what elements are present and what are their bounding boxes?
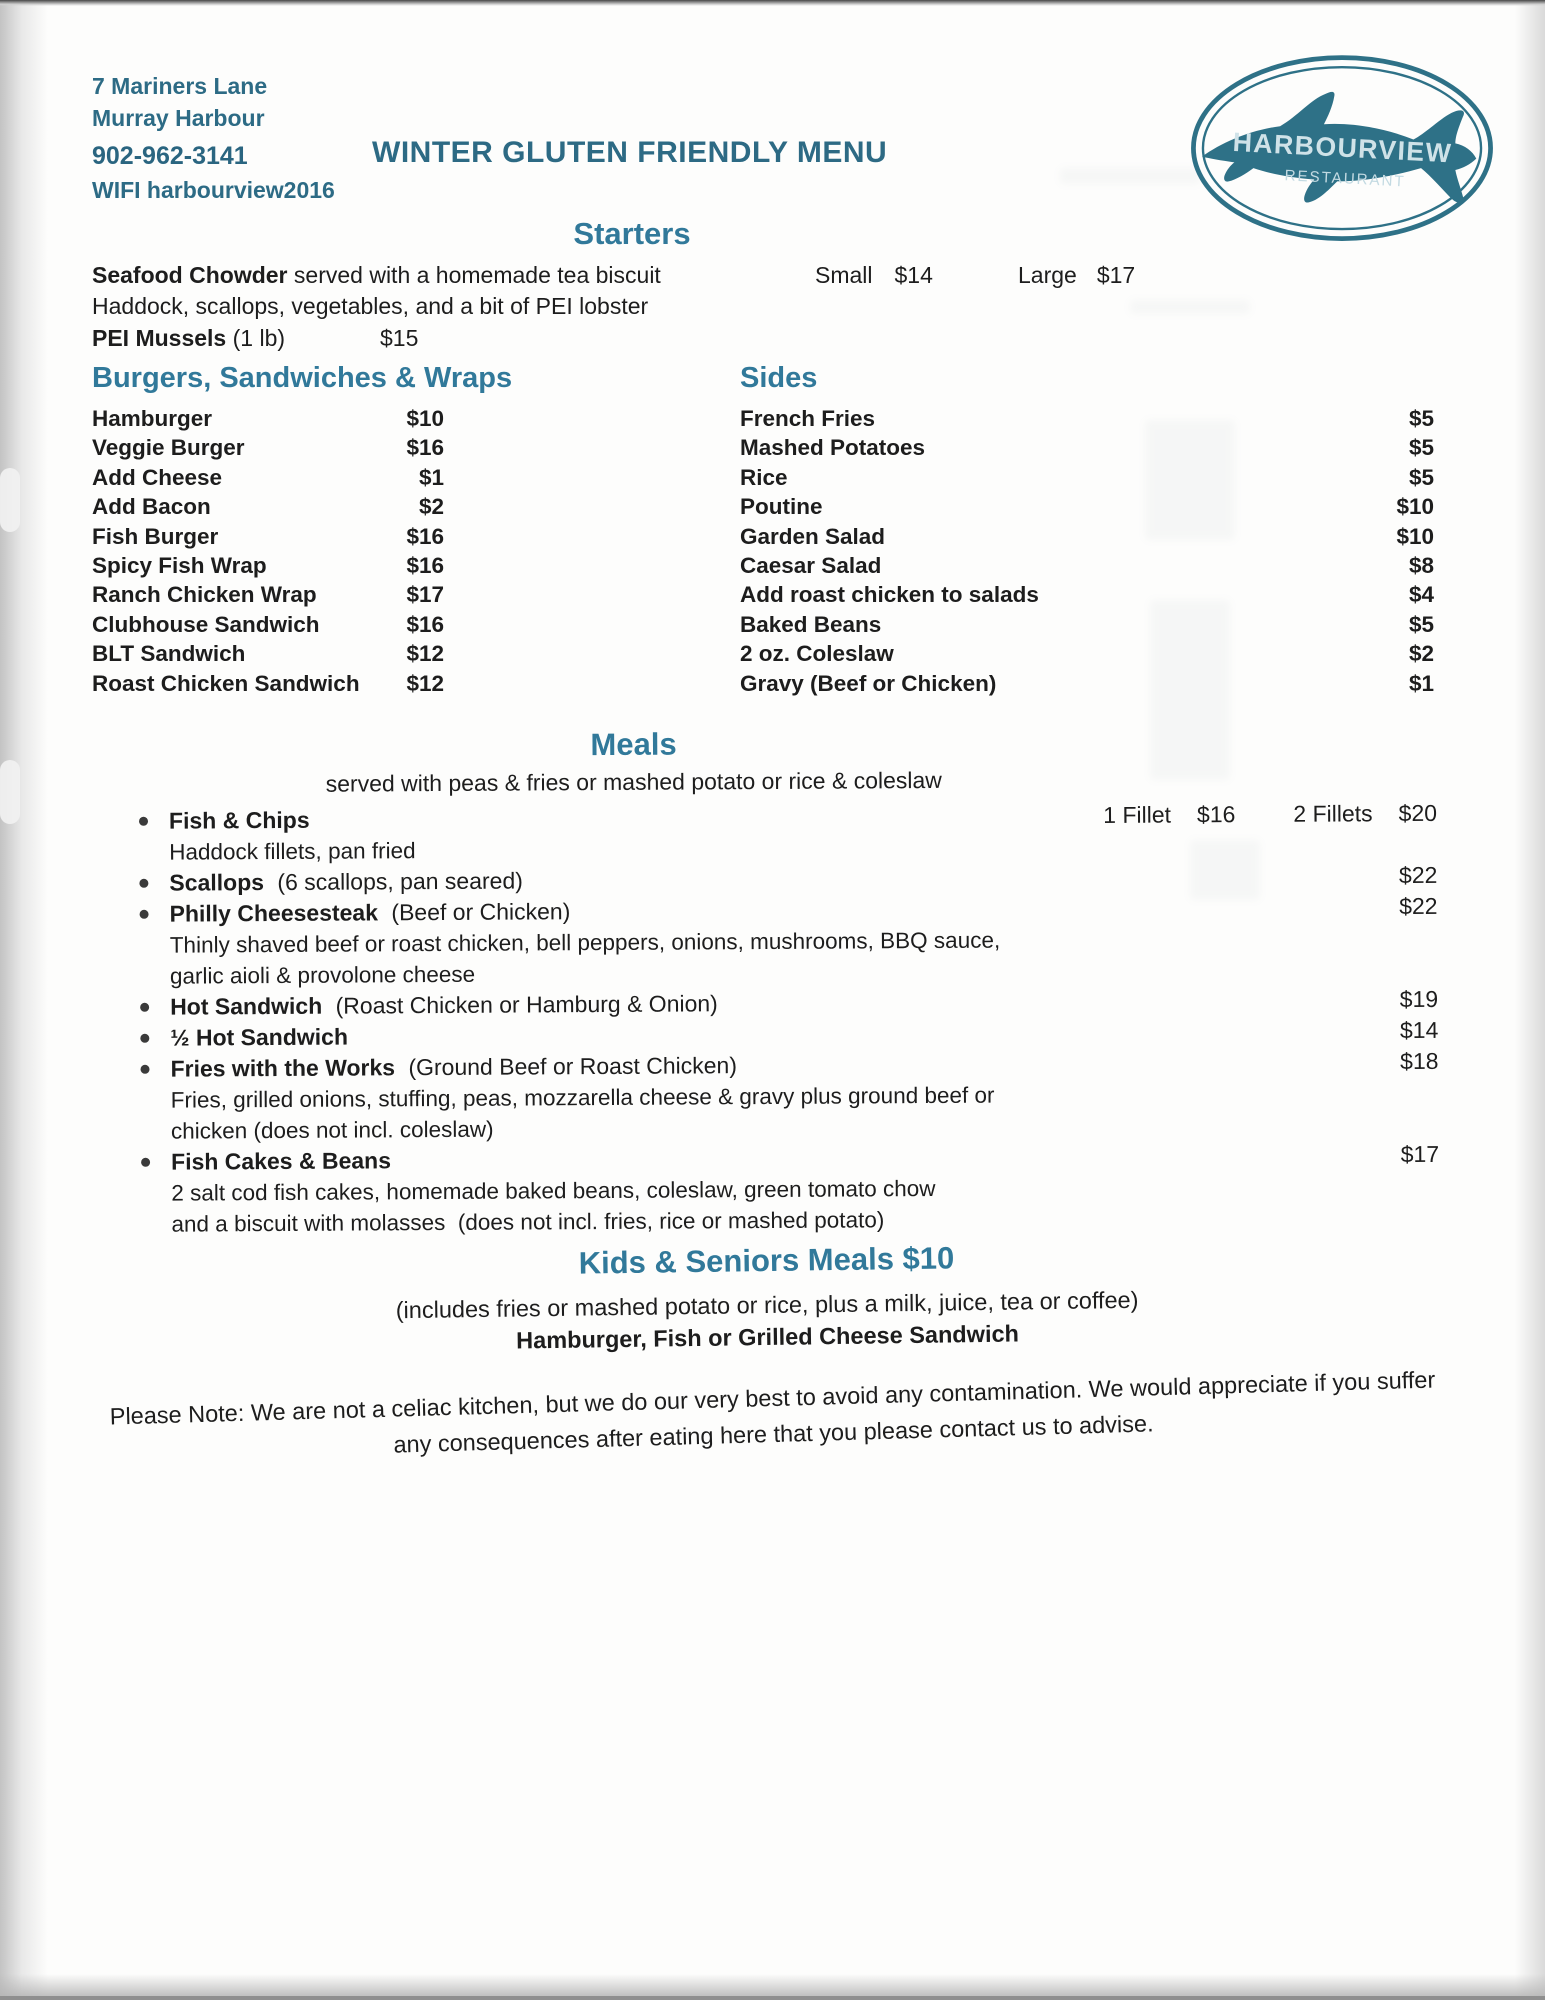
bullet-icon — [139, 817, 148, 826]
item-name: Fries with the Works — [170, 1054, 396, 1082]
item-name: Hot Sandwich — [170, 992, 323, 1020]
meals-section — [90, 722, 1443, 1240]
item-name: Scallops — [169, 869, 265, 896]
item-name: Add Cheese — [92, 464, 223, 490]
price: $22 — [1399, 892, 1438, 920]
item-description: served with a homemade tea biscuit — [293, 262, 661, 288]
starters-heading: Starters — [573, 216, 691, 251]
small-size-price — [815, 260, 933, 291]
item-name: Mashed Potatoes — [740, 435, 926, 461]
kids-seniors-section — [91, 1234, 1442, 1363]
fillet-prices — [1103, 798, 1437, 831]
menu-row — [92, 610, 444, 639]
price: $5 — [1408, 406, 1434, 431]
meals-subtitle: served with peas & fries or mashed potato or rice & coleslaw — [325, 766, 942, 797]
price: $19 — [1399, 985, 1439, 1013]
kids-seniors-heading: Kids & Seniors Meals $10 — [578, 1240, 955, 1281]
item-name: Roast Chicken Sandwich — [92, 670, 360, 696]
menu-item-seafood-chowder — [92, 260, 1444, 291]
price: $5 — [1408, 611, 1434, 637]
sides-heading: Sides — [740, 362, 818, 394]
scan-artifact — [0, 468, 20, 532]
item-name: Philly Cheesesteak — [169, 899, 379, 927]
menu-row — [92, 669, 444, 698]
item-name: French Fries — [740, 406, 876, 431]
note-label: Please Note: — [109, 1399, 245, 1430]
option-label: 1 Fillet — [1103, 801, 1172, 828]
size-label: Large — [1018, 262, 1077, 288]
price: $22 — [1398, 861, 1438, 889]
menu-row — [740, 551, 1434, 580]
price: $2 — [418, 494, 444, 520]
wifi-info: WIFI harbourview2016 — [92, 177, 335, 203]
price: $12 — [406, 670, 444, 696]
price: $12 — [406, 641, 444, 667]
menu-row — [740, 610, 1434, 639]
bullet-icon — [141, 1158, 150, 1167]
menu-row — [92, 580, 444, 609]
scan-artifact — [0, 760, 20, 824]
price: $14 — [894, 262, 933, 288]
price: $2 — [1408, 641, 1434, 667]
item-name: Add Bacon — [92, 494, 211, 520]
menu-title: WINTER GLUTEN FRIENDLY MENU — [372, 136, 888, 169]
item-name: Fish & Chips — [168, 806, 310, 834]
item-name: Poutine — [740, 494, 823, 520]
price: $16 — [406, 435, 444, 461]
scan-edge-bottom-line — [0, 1996, 1545, 2000]
menu-row — [740, 669, 1434, 698]
item-description: Thinly shaved beef or roast chicken, bell peppers, onions, mushrooms, BBQ sauce, — [169, 927, 1001, 958]
item-name: Spicy Fish Wrap — [92, 553, 267, 579]
scan-edge-left — [0, 0, 48, 2000]
menu-row — [740, 580, 1434, 609]
bullet-icon — [139, 879, 148, 888]
menu-row — [740, 492, 1434, 521]
menu-row — [740, 639, 1434, 668]
menu-item-pei-mussels — [92, 322, 1444, 355]
celiac-note — [107, 1361, 1438, 1470]
item-name: Hamburger — [92, 406, 213, 431]
address-line-1: 7 Mariners Lane — [92, 73, 268, 99]
price: $1 — [418, 464, 444, 490]
item-name: Veggie Burger — [92, 435, 245, 461]
note-text: We are not a celiac kitchen, but we do our very best to avoid any contamination. We would appreciate if you suffer any consequences after eating here that you please contact us to advise. — [250, 1366, 1436, 1458]
menu-row — [92, 433, 444, 462]
price: $10 — [1396, 523, 1434, 549]
item-name: ½ Hot Sandwich — [170, 1023, 349, 1051]
starters-section — [92, 216, 1444, 355]
item-name: 2 oz. Coleslaw — [740, 641, 894, 667]
menu-row — [740, 522, 1434, 551]
item-description: chicken (does not incl. coleslaw) — [170, 1116, 494, 1144]
price: $5 — [1408, 435, 1434, 461]
price: $10 — [1396, 494, 1434, 520]
menu-row — [740, 463, 1434, 492]
bullet-icon — [140, 1003, 149, 1012]
item-name: Clubhouse Sandwich — [92, 611, 320, 637]
menu-row — [92, 551, 444, 580]
phone-number: 902-962-3141 — [92, 142, 248, 170]
menu-row — [740, 433, 1434, 462]
price: $18 — [1400, 1047, 1439, 1075]
size-label: Small — [815, 262, 873, 288]
item-qualifier: (Roast Chicken or Hamburg & Onion) — [335, 990, 718, 1019]
price: $16 — [406, 523, 444, 549]
kids-options-line: Hamburger, Fish or Grilled Cheese Sandwich — [515, 1320, 1020, 1354]
price: $17 — [406, 582, 444, 608]
price: $4 — [1408, 582, 1434, 608]
item-description: Haddock fillets, pan fried — [169, 838, 416, 865]
two-column-section — [92, 362, 1442, 698]
item-name: Garden Salad — [740, 523, 886, 549]
price: $16 — [406, 553, 444, 579]
item-description: 2 salt cod fish cakes, homemade baked beans, coleslaw, green tomato chow — [171, 1175, 936, 1206]
chowder-description-2: Haddock, scallops, vegetables, and a bit of PEI lobster — [92, 293, 649, 319]
price: $17 — [1096, 262, 1136, 288]
price: $16 — [406, 611, 444, 637]
bullet-icon — [141, 1065, 150, 1074]
item-description: Fries, grilled onions, stuffing, peas, mozzarella cheese & gravy plus ground beef or — [170, 1082, 995, 1113]
item-name: Fish Cakes & Beans — [171, 1147, 392, 1175]
menu-row — [92, 492, 444, 521]
price: $16 — [1196, 801, 1236, 828]
item-name: Add roast chicken to salads — [740, 582, 1039, 608]
address-line-2: Murray Harbour — [92, 105, 265, 131]
bullet-icon — [140, 1034, 149, 1043]
item-name: Baked Beans — [740, 611, 882, 637]
scan-edge-right — [1515, 0, 1545, 2000]
menu-row — [92, 522, 444, 551]
price: $1 — [1408, 670, 1434, 696]
item-name: Fish Burger — [92, 523, 219, 549]
price: $10 — [406, 406, 444, 431]
meals-heading: Meals — [590, 726, 677, 763]
option-label: 2 Fillets — [1293, 800, 1373, 827]
item-name: BLT Sandwich — [92, 641, 246, 667]
bullet-icon — [140, 910, 149, 919]
menu-row — [740, 404, 1434, 433]
two-fillet-price — [1293, 798, 1437, 830]
burgers-section — [92, 362, 513, 698]
price: $15 — [380, 325, 419, 351]
item-name: Gravy (Beef or Chicken) — [740, 670, 997, 696]
price: $8 — [1408, 553, 1434, 579]
meals-list — [91, 798, 1444, 1240]
item-name: Ranch Chicken Wrap — [92, 582, 317, 608]
scan-bleedthrough — [1060, 168, 1200, 184]
item-qualifier: (6 scallops, pan seared) — [277, 867, 523, 895]
item-description: garlic aioli & provolone cheese — [169, 961, 476, 989]
price: $14 — [1399, 1016, 1439, 1044]
burgers-heading: Burgers, Sandwiches & Wraps — [92, 362, 513, 394]
logo-sub-text: RESTAURANT — [1284, 167, 1406, 191]
item-name: Caesar Salad — [740, 553, 882, 579]
item-qualifier: (1 lb) — [232, 325, 286, 351]
item-name: PEI Mussels — [92, 325, 227, 351]
item-qualifier: (Ground Beef or Roast Chicken) — [408, 1052, 738, 1081]
price: $20 — [1398, 799, 1438, 827]
price: $17 — [1400, 1140, 1440, 1168]
large-size-price — [1018, 260, 1135, 291]
item-description: and a biscuit with molasses (does not incl. fries, rice or mashed potato) — [171, 1207, 885, 1237]
price: $5 — [1408, 464, 1434, 490]
item-name: Rice — [740, 464, 788, 490]
restaurant-address-block — [92, 70, 335, 206]
logo-name-text: HARBOURVIEW — [1232, 126, 1453, 169]
menu-row — [92, 463, 444, 492]
menu-row — [92, 404, 444, 433]
one-fillet-price — [1103, 799, 1235, 831]
item-name: Seafood Chowder — [92, 262, 288, 288]
menu-row — [92, 639, 444, 668]
scan-edge-top — [0, 0, 1545, 6]
item-qualifier: (Beef or Chicken) — [391, 898, 571, 926]
sides-section — [740, 362, 1434, 698]
kids-includes-line: (includes fries or mashed potato or rice, plus a milk, juice, tea or coffee) — [395, 1286, 1139, 1324]
